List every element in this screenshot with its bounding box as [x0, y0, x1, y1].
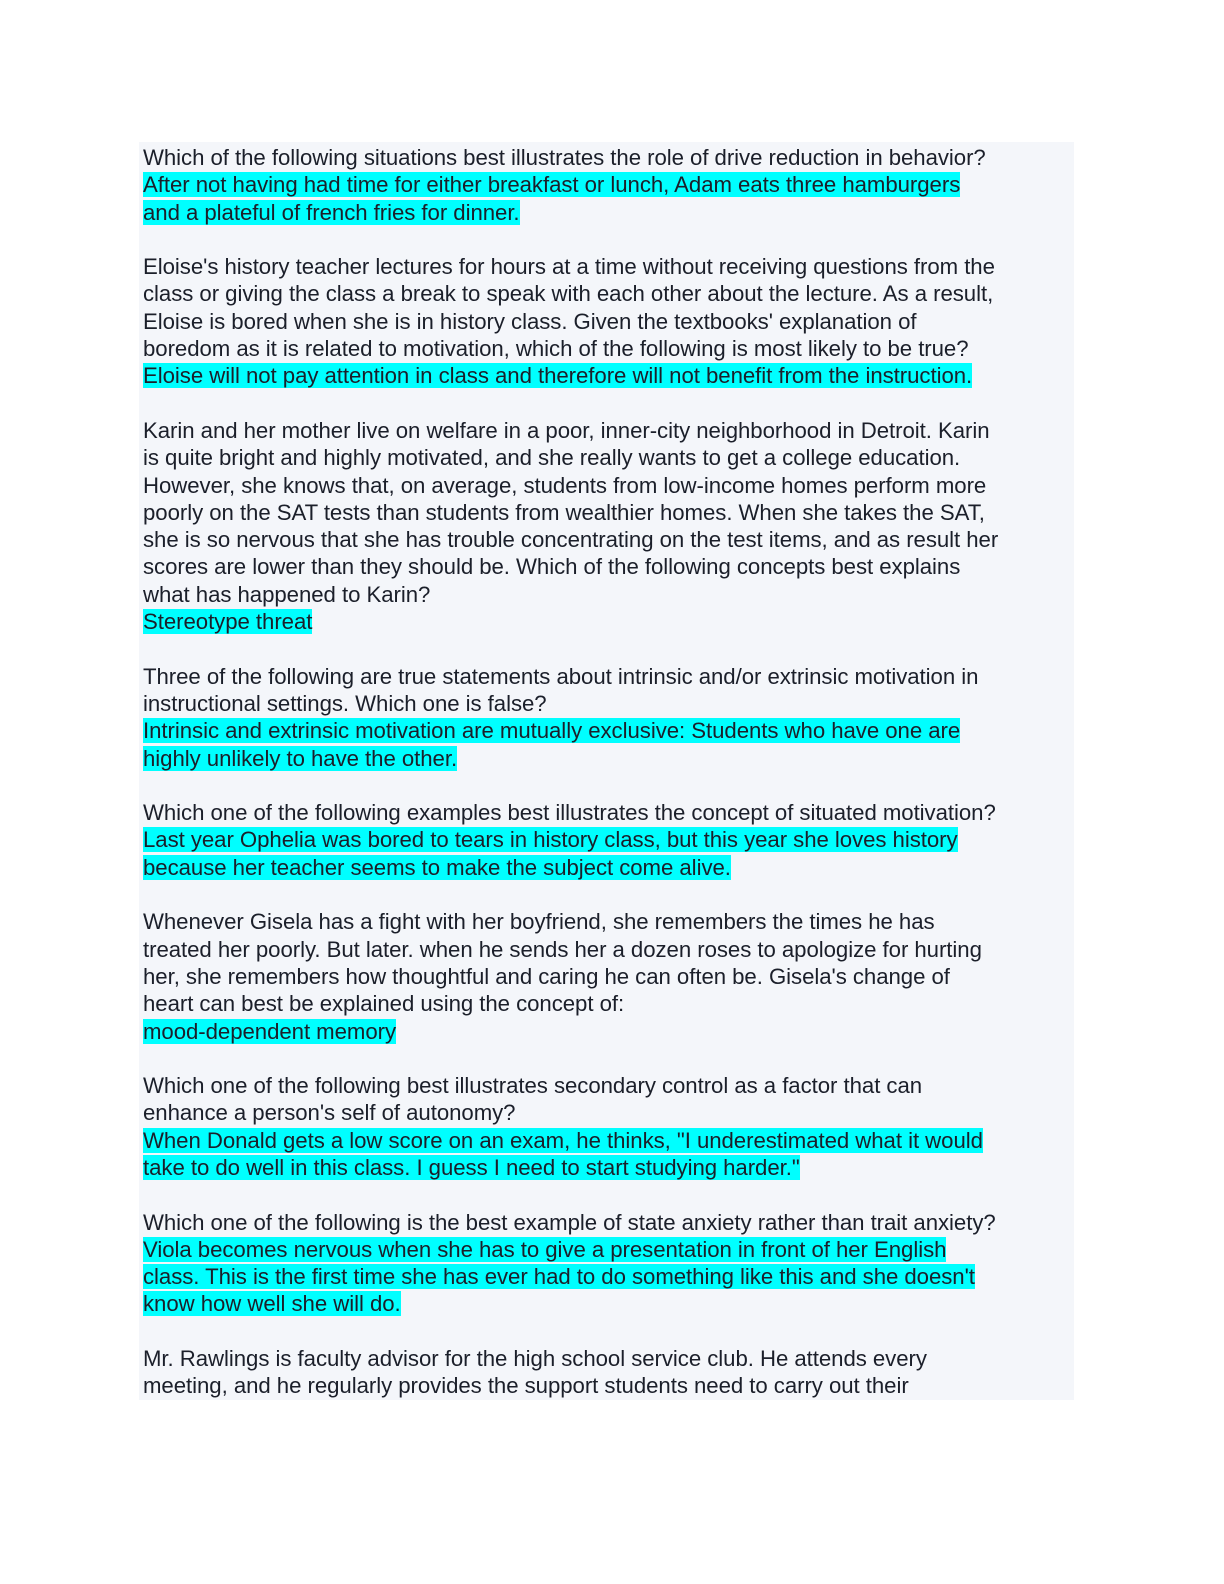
question-line: However, she knows that, on average, students from low-income homes perform more: [143, 472, 987, 498]
answer-line: [143, 826, 1071, 853]
question-line: Three of the following are true statements about intrinsic and/or extrinsic motivation in: [143, 663, 979, 689]
qa-list: [143, 144, 1071, 1400]
question-line: meeting, and he regularly provides the support students need to carry out their: [143, 1373, 909, 1399]
question-line: Which one of the following is the best example of state anxiety rather than trait anxiety?: [143, 1209, 996, 1235]
question-line: Which one of the following best illustrates secondary control as a factor that can: [143, 1073, 923, 1099]
highlighted-answer: Eloise will not pay attention in class and therefore will not benefit from the instruction.: [143, 363, 973, 389]
highlighted-answer: Last year Ophelia was bored to tears in history class, but this year she loves history: [143, 827, 958, 853]
question-line: Which one of the following examples best illustrates the concept of situated motivation?: [143, 800, 996, 826]
question-line: poorly on the SAT tests than students from wealthier homes. When she takes the SAT,: [143, 499, 985, 525]
answer-line: [143, 717, 1071, 744]
answer-line: [143, 1018, 1071, 1045]
qa-item: [143, 1072, 1071, 1181]
answer-line: [143, 1263, 1071, 1290]
answer-line: [143, 1236, 1071, 1263]
question-line: Karin and her mother live on welfare in a poor, inner-city neighborhood in Detroit. Karin: [143, 417, 990, 443]
answer-line: [143, 199, 1071, 226]
qa-item: [143, 1209, 1071, 1318]
qa-item: [143, 799, 1071, 881]
text-panel: [139, 142, 1074, 1400]
question-line: heart can best be explained using the concept of:: [143, 991, 625, 1017]
highlighted-answer: mood-dependent memory: [143, 1018, 397, 1044]
qa-item: [143, 908, 1071, 1044]
qa-item: [143, 144, 1071, 226]
answer-line: [143, 608, 1071, 635]
answer-line: [143, 171, 1071, 198]
highlighted-answer: know how well she will do.: [143, 1291, 401, 1317]
question-line: enhance a person's self of autonomy?: [143, 1100, 516, 1126]
highlighted-answer: When Donald gets a low score on an exam, he thinks, "I underestimated what it would: [143, 1127, 983, 1153]
qa-item: [143, 663, 1071, 772]
question-line: scores are lower than they should be. Which of the following concepts best explains: [143, 554, 961, 580]
highlighted-answer: After not having had time for either breakfast or lunch, Adam eats three hamburgers: [143, 172, 961, 198]
question-line: boredom as it is related to motivation, which of the following is most likely to be true?: [143, 336, 969, 362]
question-line: instructional settings. Which one is false?: [143, 690, 547, 716]
highlighted-answer: and a plateful of french fries for dinner.: [143, 199, 520, 225]
question-line: Whenever Gisela has a fight with her boyfriend, she remembers the times he has: [143, 909, 935, 935]
highlighted-answer: Viola becomes nervous when she has to give a presentation in front of her English: [143, 1236, 947, 1262]
answer-line: [143, 745, 1071, 772]
highlighted-answer: Intrinsic and extrinsic motivation are mutually exclusive: Students who have one are: [143, 718, 961, 744]
qa-item: [143, 417, 1071, 635]
answer-line: [143, 1290, 1071, 1317]
answer-line: [143, 1127, 1071, 1154]
highlighted-answer: Stereotype threat: [143, 609, 313, 635]
answer-line: [143, 1154, 1071, 1181]
question-line: Which of the following situations best illustrates the role of drive reduction in behavior?: [143, 145, 986, 170]
question-line: Eloise is bored when she is in history class. Given the textbooks' explanation of: [143, 308, 917, 334]
highlighted-answer: take to do well in this class. I guess I need to start studying harder.": [143, 1154, 800, 1180]
answer-line: [143, 854, 1071, 881]
qa-item: [143, 1345, 1071, 1400]
question-line: Mr. Rawlings is faculty advisor for the high school service club. He attends every: [143, 1346, 927, 1372]
question-line: she is so nervous that she has trouble concentrating on the test items, and as result her: [143, 527, 999, 553]
highlighted-answer: class. This is the first time she has ever had to do something like this and she doesn't: [143, 1264, 975, 1290]
highlighted-answer: highly unlikely to have the other.: [143, 745, 458, 771]
question-line: class or giving the class a break to speak with each other about the lecture. As a result,: [143, 281, 994, 307]
question-line: is quite bright and highly motivated, and she really wants to get a college education.: [143, 445, 961, 471]
question-line: Eloise's history teacher lectures for hours at a time without receiving questions from the: [143, 254, 995, 280]
answer-line: [143, 362, 1071, 389]
question-line: treated her poorly. But later. when he sends her a dozen roses to apologize for hurting: [143, 936, 982, 962]
highlighted-answer: because her teacher seems to make the subject come alive.: [143, 854, 731, 880]
qa-item: [143, 253, 1071, 389]
question-line: what has happened to Karin?: [143, 581, 431, 607]
question-line: her, she remembers how thoughtful and caring he can often be. Gisela's change of: [143, 963, 950, 989]
